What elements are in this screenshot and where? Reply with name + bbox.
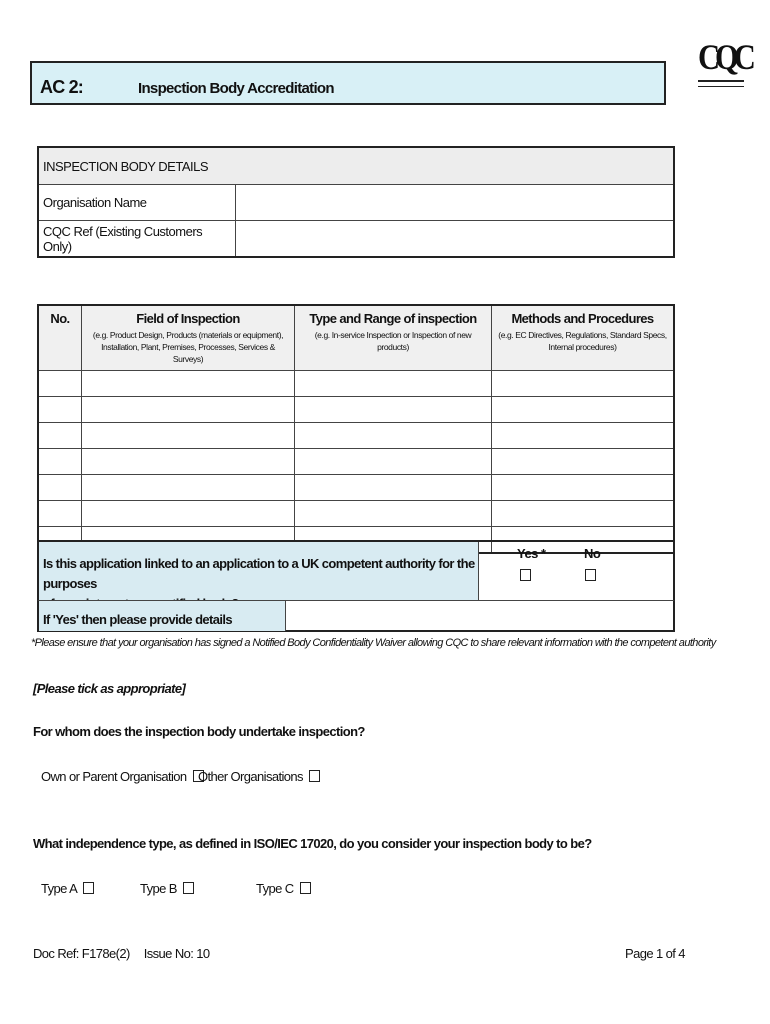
table-row — [38, 501, 674, 527]
methods-cell[interactable] — [492, 501, 675, 527]
option-other-organisations — [198, 769, 320, 784]
no-label: No — [584, 546, 601, 561]
inspection-scope-table — [37, 304, 675, 554]
type-b-label: Type B — [140, 881, 177, 896]
yes-label: Yes * — [517, 546, 546, 561]
type-range-cell[interactable] — [295, 371, 492, 397]
option-own-or-parent — [41, 769, 204, 784]
question-label-cell — [39, 542, 479, 600]
field-cell[interactable] — [82, 449, 295, 475]
no-checkbox[interactable] — [585, 569, 596, 581]
independence-type-question: What independence type, as defined in ISO/IEC 17020, do you consider your inspection body to be? — [33, 836, 592, 851]
other-organisations-checkbox[interactable] — [309, 770, 320, 782]
own-or-parent-label: Own or Parent Organisation — [41, 769, 187, 784]
row-number-cell[interactable] — [38, 475, 82, 501]
table-row — [38, 423, 674, 449]
yes-checkbox[interactable] — [520, 569, 531, 581]
cqc-logo-mark: CQC — [698, 37, 751, 77]
field-cell[interactable] — [82, 423, 295, 449]
inspection-body-details-table — [37, 146, 675, 258]
yes-details-row — [37, 600, 675, 632]
footer-doc-info — [33, 946, 210, 961]
field-cell[interactable] — [82, 397, 295, 423]
doc-ref: Doc Ref: F178e(2) — [33, 946, 130, 961]
type-b-checkbox[interactable] — [183, 882, 194, 894]
other-organisations-label: Other Organisations — [198, 769, 303, 784]
type-a-label: Type A — [41, 881, 78, 896]
methods-cell[interactable] — [492, 449, 675, 475]
type-c-checkbox[interactable] — [300, 882, 311, 894]
field-cell[interactable] — [82, 475, 295, 501]
row-number-cell[interactable] — [38, 449, 82, 475]
col-methods-and-procedures: Methods and Procedures (e.g. EC Directives, Regulations, Standard Specs, Internal procedures) — [492, 305, 675, 371]
organisation-name-label: Organisation Name — [38, 185, 236, 221]
col-number: No. — [38, 305, 82, 371]
methods-cell[interactable] — [492, 475, 675, 501]
methods-cell[interactable] — [492, 423, 675, 449]
col-field-of-inspection: Field of Inspection (e.g. Product Design, Products (materials or equipment), Installation, Plant, Premises, Processes, Services & Surveys) — [82, 305, 295, 371]
methods-cell[interactable] — [492, 397, 675, 423]
table-row — [38, 371, 674, 397]
confidentiality-note: *Please ensure that your organisation has signed a Notified Body Confidentiality Waiver allowing CQC to share relevant information with the competent authority — [31, 637, 716, 649]
type-range-cell[interactable] — [295, 475, 492, 501]
page-number: Page 1 of 4 — [625, 946, 685, 961]
yes-details-label: If 'Yes' then please provide details — [43, 612, 233, 627]
notified-body-question — [37, 540, 675, 600]
row-number-cell[interactable] — [38, 371, 82, 397]
type-range-cell[interactable] — [295, 397, 492, 423]
cqc-ref-field[interactable] — [236, 221, 675, 258]
logo-underline — [698, 80, 744, 87]
organisation-name-field[interactable] — [236, 185, 675, 221]
row-number-cell[interactable] — [38, 397, 82, 423]
field-cell[interactable] — [82, 501, 295, 527]
inspection-table-header — [38, 305, 674, 371]
question-line-1: Is this application linked to an application to a UK competent authority for the purposes — [43, 556, 475, 591]
col-type-and-range: Type and Range of inspection (e.g. In-service Inspection or Inspection of new products) — [295, 305, 492, 371]
type-c-label: Type C — [256, 881, 294, 896]
field-cell[interactable] — [82, 371, 295, 397]
issue-number: Issue No: 10 — [143, 946, 210, 961]
details-heading-row — [38, 147, 674, 185]
type-range-cell[interactable] — [295, 449, 492, 475]
form-code: AC 2: — [40, 77, 84, 97]
yes-details-label-cell — [39, 601, 286, 631]
row-number-cell[interactable] — [38, 423, 82, 449]
table-row — [38, 449, 674, 475]
option-type-c — [256, 881, 311, 896]
inspection-for-whom-question: For whom does the inspection body undertake inspection? — [33, 724, 365, 739]
tick-instruction: [Please tick as appropriate] — [33, 681, 186, 696]
table-row — [38, 397, 674, 423]
type-range-cell[interactable] — [295, 501, 492, 527]
form-title-bar — [30, 61, 666, 105]
row-number-cell[interactable] — [38, 501, 82, 527]
details-heading: INSPECTION BODY DETAILS — [38, 147, 674, 185]
option-type-b — [140, 881, 194, 896]
option-type-a — [41, 881, 94, 896]
organisation-name-row — [38, 185, 674, 221]
methods-cell[interactable] — [492, 371, 675, 397]
form-title: Inspection Body Accreditation — [138, 80, 334, 97]
cqc-logo — [694, 36, 750, 92]
cqc-ref-label: CQC Ref (Existing Customers Only) — [38, 221, 236, 258]
type-range-cell[interactable] — [295, 423, 492, 449]
table-row — [38, 475, 674, 501]
cqc-ref-row — [38, 221, 674, 258]
type-a-checkbox[interactable] — [83, 882, 94, 894]
yes-details-field[interactable] — [287, 601, 673, 631]
